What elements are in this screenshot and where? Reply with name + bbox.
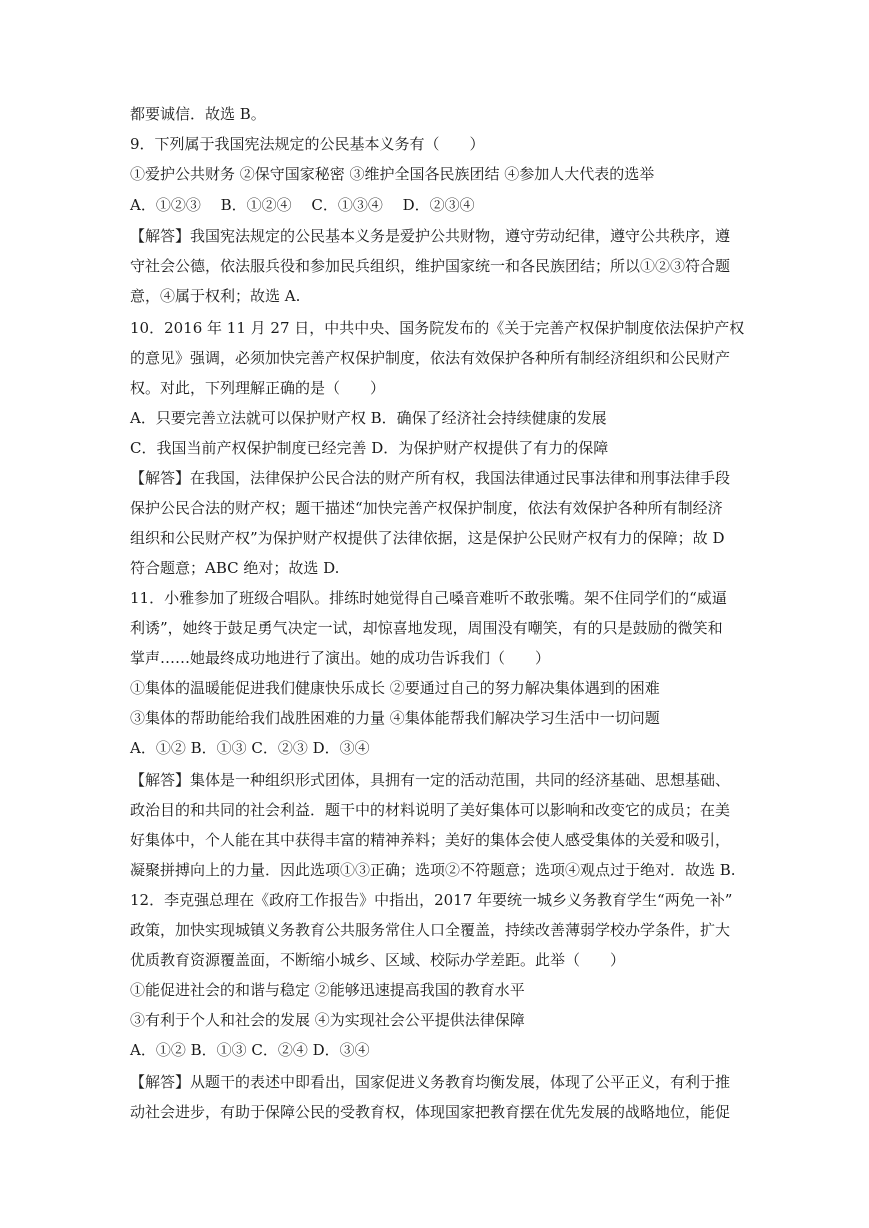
answer-11-line: 【解答】集体是一种组织形式团体，具拥有一定的活动范围，共同的经济基础、思想基础、 <box>130 771 731 789</box>
question-9-stem: 9．下列属于我国宪法规定的公民基本义务有（ ） <box>130 135 485 153</box>
answer-10-line: 【解答】在我国，法律保护公民合法的财产所有权，我国法律通过民事法律和刑事法律手段 <box>130 469 731 487</box>
answer-9-line: 守社会公德，依法服兵役和参加民兵组织，维护国家统一和各民族团结；所以①②③符合题 <box>130 257 731 275</box>
question-12-choices: A．①② B．①③ C．②④ D．③④ <box>130 1041 370 1059</box>
question-10-stem: 10．2016 年 11 月 27 日，中共中央、国务院发布的《关于完善产权保护制度依法保护产权 <box>130 319 745 337</box>
question-10-choices: A．只要完善立法就可以保护财产权 B．确保了经济社会持续健康的发展 <box>130 409 607 427</box>
question-12-options-items: ①能促进社会的和谐与稳定 ②能够迅速提高我国的教育水平 <box>130 981 525 999</box>
answer-9-line: 【解答】我国宪法规定的公民基本义务是爱护公共财物，遵守劳动纪律，遵守公共秩序，遵 <box>130 227 731 245</box>
answer-12-line: 【解答】从题干的表述中即看出，国家促进义务教育均衡发展，体现了公平正义，有利于推 <box>130 1073 731 1091</box>
answer-11-line: 凝聚拼搏向上的力量．因此选项①③正确；选项②不符题意；选项④观点过于绝对．故选 B. <box>130 861 736 879</box>
question-10-stem: 权。对此，下列理解正确的是（ ） <box>130 379 386 397</box>
question-11-options-items: ③集体的帮助能给我们战胜困难的力量 ④集体能帮我们解决学习生活中一切问题 <box>130 709 660 727</box>
question-11-stem: 11．小雅参加了班级合唱队。排练时她觉得自己嗓音难听不敢张嘴。架不住同学们的“威逼 <box>130 589 727 607</box>
answer-12-line: 动社会进步，有助于保障公民的受教育权，体现国家把教育摆在优先发展的战略地位，能促 <box>130 1103 731 1121</box>
question-12-options-items: ③有利于个人和社会的发展 ④为实现社会公平提供法律保障 <box>130 1011 525 1029</box>
question-11-stem: 掌声……她最终成功地进行了演出。她的成功告诉我们（ ） <box>130 649 551 667</box>
answer-10-line: 保护公民合法的财产权；题干描述“加快完善产权保护制度，依法有效保护各种所有制经济 <box>130 499 723 517</box>
answer-11-line: 政治目的和共同的社会利益．题干中的材料说明了美好集体可以影响和改变它的成员；在美 <box>130 801 731 819</box>
question-10-choices: C．我国当前产权保护制度已经完善 D．为保护财产权提供了有力的保障 <box>130 439 609 457</box>
question-12-stem: 政策，加快实现城镇义务教育公共服务常住人口全覆盖，持续改善薄弱学校办学条件，扩大 <box>130 921 731 939</box>
question-11-stem: 利诱”，她终于鼓足勇气决定一试，却惊喜地发现，周围没有嘲笑，有的只是鼓励的微笑和 <box>130 619 723 637</box>
question-11-options-items: ①集体的温暖能促进我们健康快乐成长 ②要通过自己的努力解决集体遇到的困难 <box>130 679 660 697</box>
answer-9-line: 意，④属于权利；故选 A. <box>130 287 301 305</box>
question-9-choices: A．①②③ B．①②④ C．①③④ D．②③④ <box>130 196 475 214</box>
answer-10-line: 组织和公民财产权”为保护财产权提供了法律依据，这是保护公民财产权有力的保障；故 D <box>130 529 725 547</box>
question-11-choices: A．①② B．①③ C．②③ D．③④ <box>130 739 370 757</box>
question-10-stem: 的意见》强调，必须加快完善产权保护制度，依法有效保护各种所有制经济组织和公民财产 <box>130 349 731 367</box>
answer-10-line: 符合题意；ABC 绝对；故选 D. <box>130 559 340 577</box>
question-12-stem: 12．李克强总理在《政府工作报告》中指出，2017 年要统一城乡义务教育学生“两免一补” <box>130 891 733 909</box>
question-9-options-items: ①爱护公共财务 ②保守国家秘密 ③维护全国各民族团结 ④参加人大代表的选举 <box>130 165 655 183</box>
question-12-stem: 优质教育资源覆盖面，不断缩小城乡、区域、校际办学差距。此举（ ） <box>130 951 626 969</box>
text-line: 都要诚信．故选 B。 <box>130 105 266 123</box>
answer-11-line: 好集体中，个人能在其中获得丰富的精神养料；美好的集体会使人感受集体的关爱和吸引， <box>130 831 731 849</box>
